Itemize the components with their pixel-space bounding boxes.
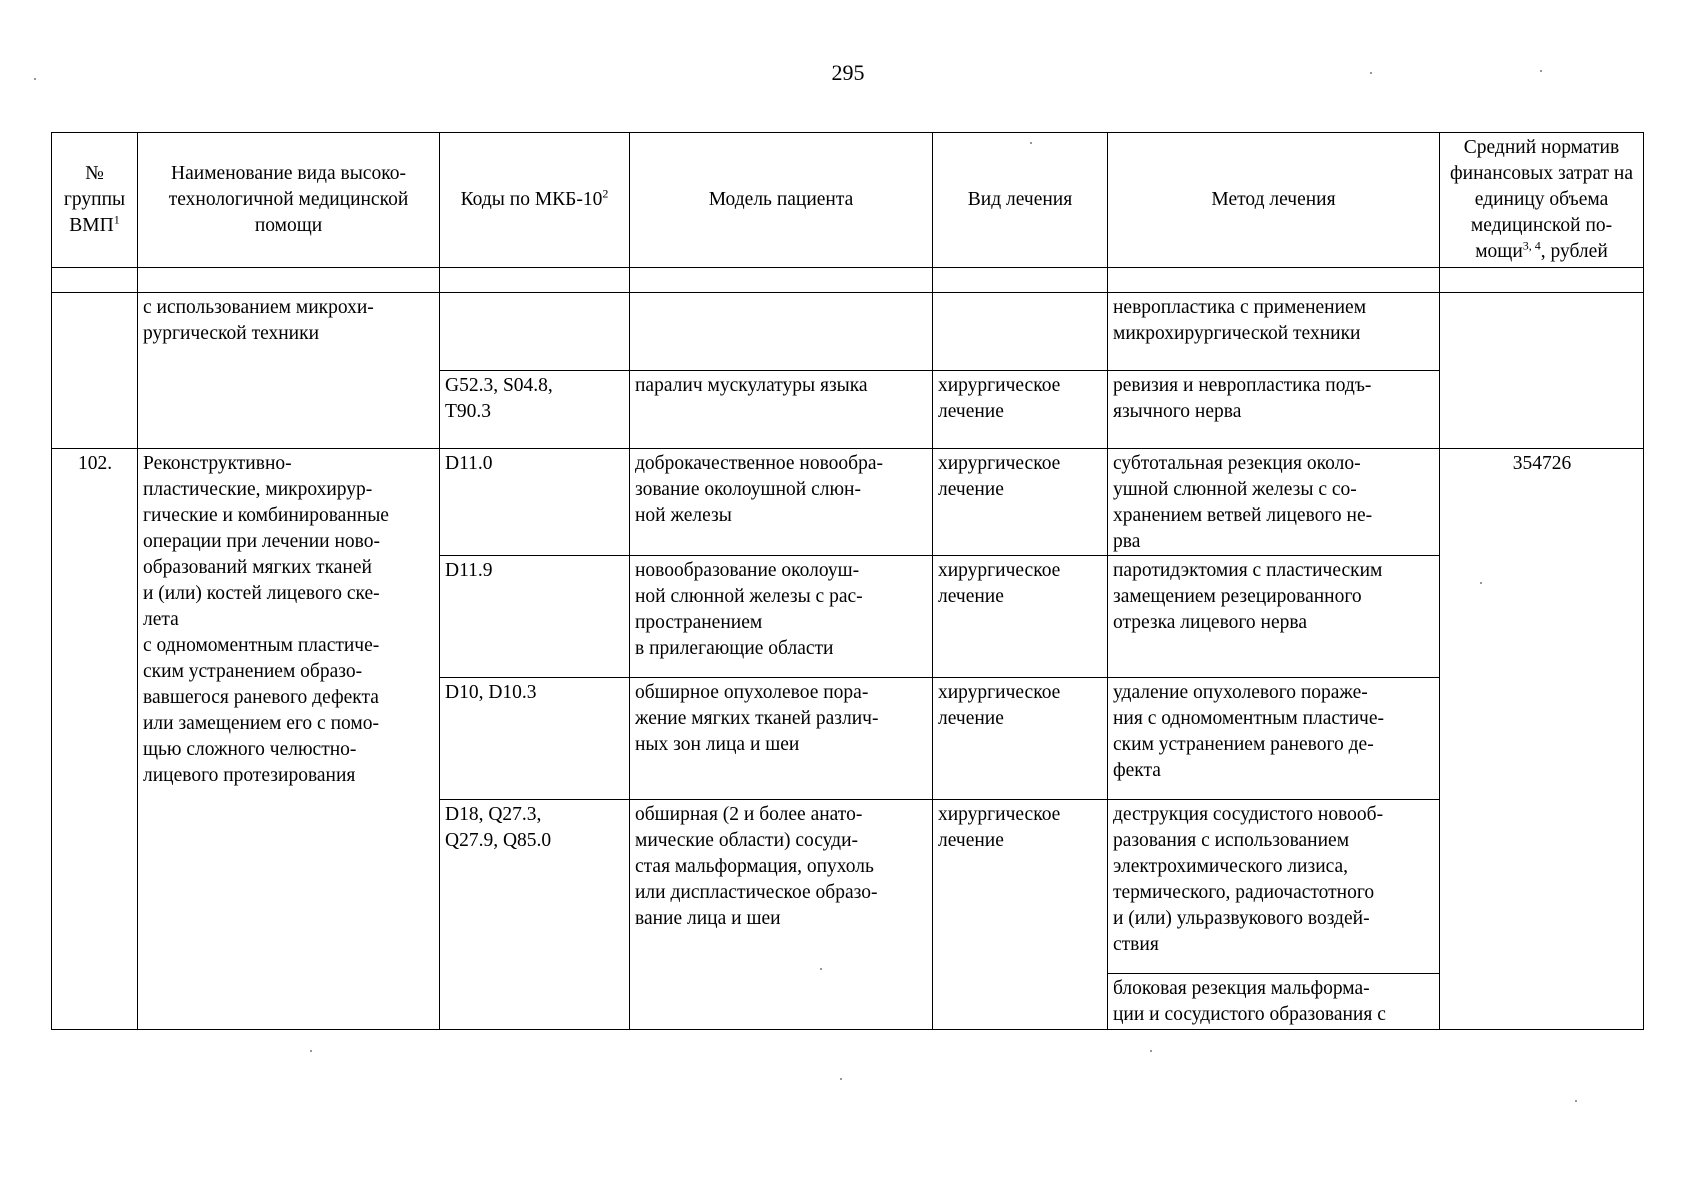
header-method: Метод лечения [1108,133,1440,268]
cell-treatment-type [933,293,1108,371]
cell-codes: G52.3, S04.8, T90.3 [440,371,630,449]
cell-treatment-type: хирургическое лечение [933,800,1108,1030]
header-group-no: № группы ВМП$^1$ [52,133,138,268]
scan-speck [820,968,822,970]
scan-speck [1480,582,1482,584]
scan-speck [1370,72,1372,74]
scan-speck [1030,142,1032,144]
cell-treatment-type: хирургическое лечение [933,449,1108,556]
scan-speck [1575,1100,1577,1102]
cell-method: паротидэктомия с пластическим замещением резецированного отрезка лицевого нерва [1108,556,1440,678]
scan-speck [310,1050,312,1052]
cell-name: с использованием микрохи- рургической техники [138,293,440,449]
header-cost: Средний норматив финансовых затрат на единицу объема медицинской по-мощи$^{3, 4}$, рублей [1440,133,1644,268]
cell-codes: D18, Q27.3, Q27.9, Q85.0 [440,800,630,1030]
cell-model: обширное опухолевое пора- жение мягких тканей различ- ных зон лица и шеи [630,678,933,800]
cell-codes: D11.9 [440,556,630,678]
cell-method: невропластика с применением микрохирургической техники [1108,293,1440,371]
vmp-table [51,132,1644,1030]
header-row [52,133,1644,268]
cell-model: доброкачественное новообра- зование околоушной слюн- ной железы [630,449,933,556]
cell-model [630,293,933,371]
header-model: Модель пациента [630,133,933,268]
cell-model: обширная (2 и более анато- мические области) сосуди- стая мальформация, опухоль или диспластическое образо- вание лица и шеи [630,800,933,1030]
cell-method: блоковая резекция мальформа- ции и сосудистого образования с [1108,974,1440,1030]
cell-treatment-type: хирургическое лечение [933,556,1108,678]
scan-speck [1540,70,1542,72]
cell-method: деструкция сосудистого новооб- разования с использованием электрохимического лизиса, термического, радиочастотного и (или) ульразвукового воздей- ствия [1108,800,1440,974]
table-row [52,293,1644,371]
header-treatment-type: Вид лечения [933,133,1108,268]
cell-group-no [52,293,138,449]
cell-cost [1440,293,1644,449]
scan-speck [1150,1050,1152,1052]
cell-group-no: 102. [52,449,138,1030]
header-codes: Коды по МКБ-$10^2$ [440,133,630,268]
cell-codes: D10, D10.3 [440,678,630,800]
cell-codes: D11.0 [440,449,630,556]
table-row [52,449,1644,556]
cell-codes [440,293,630,371]
cell-model: новообразование околоуш- ной слюнной железы с рас- пространением в прилегающие области [630,556,933,678]
cell-method: ревизия и невропластика подъ- язычного нерва [1108,371,1440,449]
cell-method: субтотальная резекция околo- ушной слюнной железы с со- хранением ветвей лицевого не- рва [1108,449,1440,556]
header-spacer-row [52,268,1644,293]
scan-speck [840,1078,842,1080]
cell-treatment-type: хирургическое лечение [933,371,1108,449]
cell-treatment-type: хирургическое лечение [933,678,1108,800]
scan-speck [34,78,36,80]
cell-method: удаление опухолевого пораже- ния с одномоментным пластиче- ским устранением раневого де- фекта [1108,678,1440,800]
header-name: Наименование вида высоко-технологичной медицинской помощи [138,133,440,268]
cell-model: паралич мускулатуры языка [630,371,933,449]
cell-cost: 354726 [1440,449,1644,1030]
page-number: 295 [831,60,865,85]
cell-name: Реконструктивно- пластические, микрохирур- гические и комбинированные операции при лечении ново- образований мягких тканей и (или) костей лицевого ске- лета с одномоментным пластиче- ским устранением образо- вавшегося раневого дефекта или замещением его с помо- щью сложного челюстно- лицевого протезирования [138,449,440,1030]
